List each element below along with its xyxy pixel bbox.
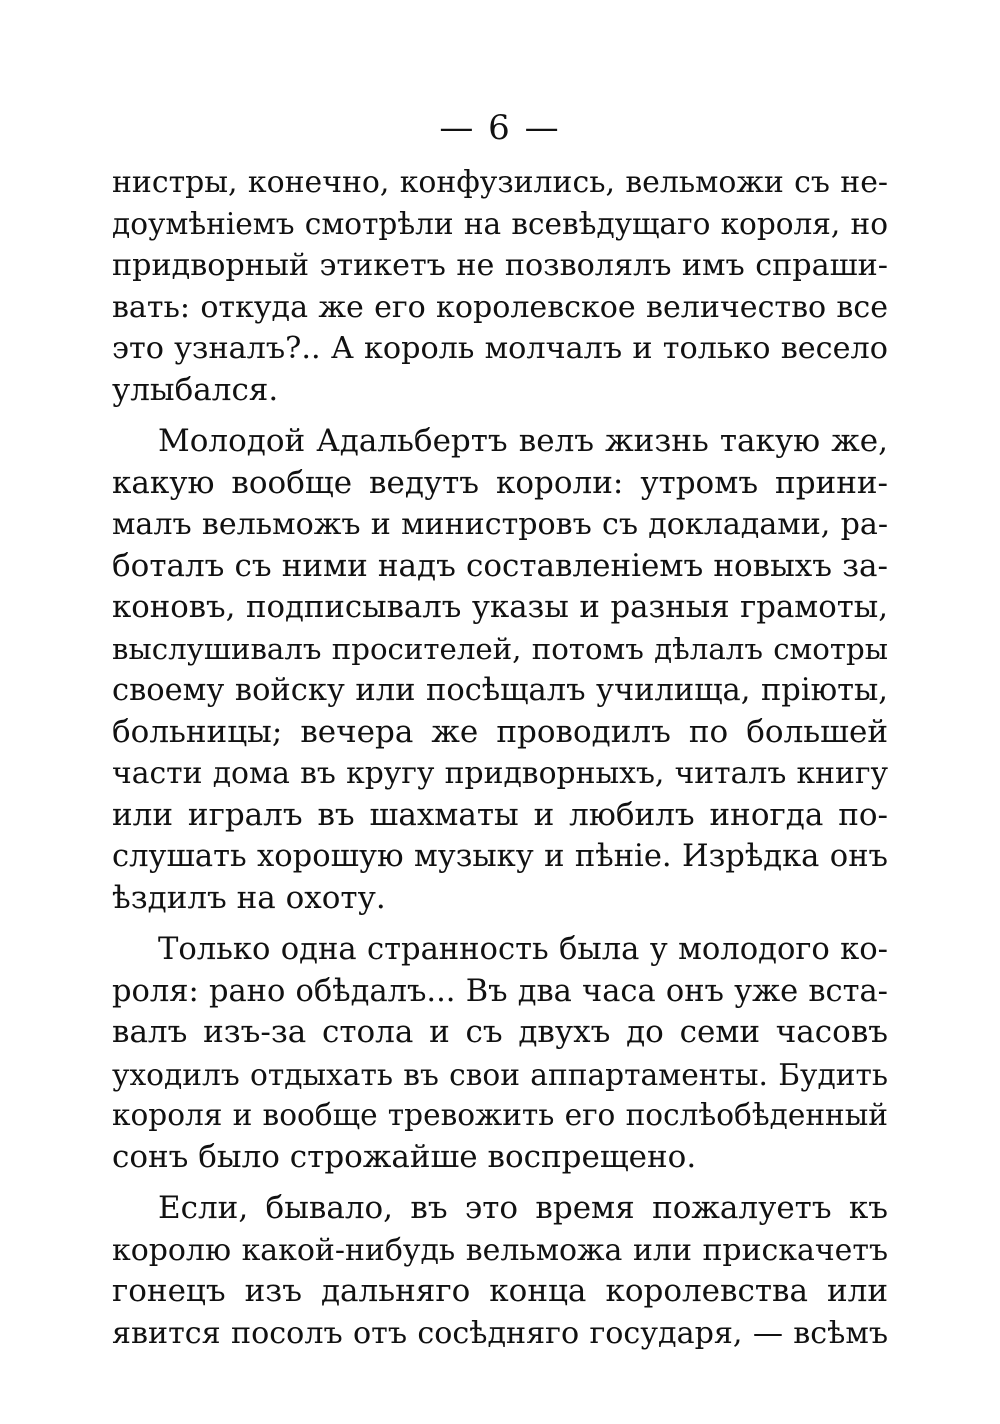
text-line: Только одна странность была у молодого ко- bbox=[158, 932, 888, 967]
text-line: вать: откуда же его королевское величество все bbox=[112, 289, 888, 325]
text-line: части дома въ кругу придворныхъ, читалъ книгу bbox=[112, 756, 888, 791]
text-line: уходилъ отдыхать въ свои аппартаменты. Будить bbox=[112, 1056, 888, 1092]
text-line: слушать хорошую музыку и пѣніе. Изрѣдка онъ bbox=[112, 839, 888, 874]
text-line: королю какой-нибудь вельможа или прискачетъ bbox=[112, 1232, 888, 1268]
text-line: гонецъ изъ дальняго конца королевства или bbox=[112, 1273, 888, 1309]
text-line: боталъ съ ними надъ составленіемъ новыхъ за- bbox=[112, 547, 888, 584]
text-line: это узналъ?.. А король молчалъ и только весело bbox=[112, 331, 888, 366]
text-line: или игралъ въ шахматы и любилъ иногда по- bbox=[112, 796, 888, 833]
text-line: малъ вельможъ и министровъ съ докладами, ра- bbox=[112, 507, 888, 542]
text-line: явится посолъ отъ сосѣдняго государя, — всѣмъ bbox=[112, 1315, 888, 1351]
paragraph-2 bbox=[112, 421, 888, 919]
text-line: улыбался. bbox=[112, 371, 279, 408]
body-text bbox=[112, 162, 888, 1354]
text-line: Если, бывало, въ это время пожалуетъ къ bbox=[158, 1190, 888, 1226]
page-number: — 6 — bbox=[439, 108, 561, 148]
text-line: придворный этикетъ не позволялъ имъ спраши- bbox=[112, 248, 888, 283]
text-line: выслушивалъ просителей, потомъ дѣлалъ смотры bbox=[112, 631, 888, 666]
text-line: своему войску или посѣщалъ училища, пріюты, bbox=[112, 673, 888, 708]
paragraph-1 bbox=[112, 162, 888, 411]
text-line: Молодой Адальбертъ велъ жизнь такую же, bbox=[158, 423, 888, 459]
text-line: короля и вообще тревожить его послѣобѣденный bbox=[112, 1098, 888, 1132]
text-line: больницы; вечера же проводилъ по большей bbox=[112, 713, 888, 750]
text-line: какую вообще ведутъ короли: утромъ прини- bbox=[112, 464, 888, 501]
paragraph-4 bbox=[112, 1188, 888, 1354]
text-line: нистры, конечно, конфузились, вельможи съ не- bbox=[112, 165, 888, 200]
text-line: роля: рано обѣдалъ... Въ два часа онъ уже вста- bbox=[112, 973, 888, 1009]
text-line: ѣздилъ на охоту. bbox=[112, 879, 386, 916]
text-line: сонъ было строжайше воспрещено. bbox=[112, 1138, 697, 1175]
text-line: доумѣніемъ смотрѣли на всевѣдущаго короля, но bbox=[112, 206, 888, 241]
text-line: валъ изъ-за стола и съ двухъ до семи часовъ bbox=[112, 1014, 888, 1050]
text-line: коновъ, подписывалъ указы и разныя грамоты, bbox=[112, 589, 888, 625]
paragraph-3 bbox=[112, 929, 888, 1178]
